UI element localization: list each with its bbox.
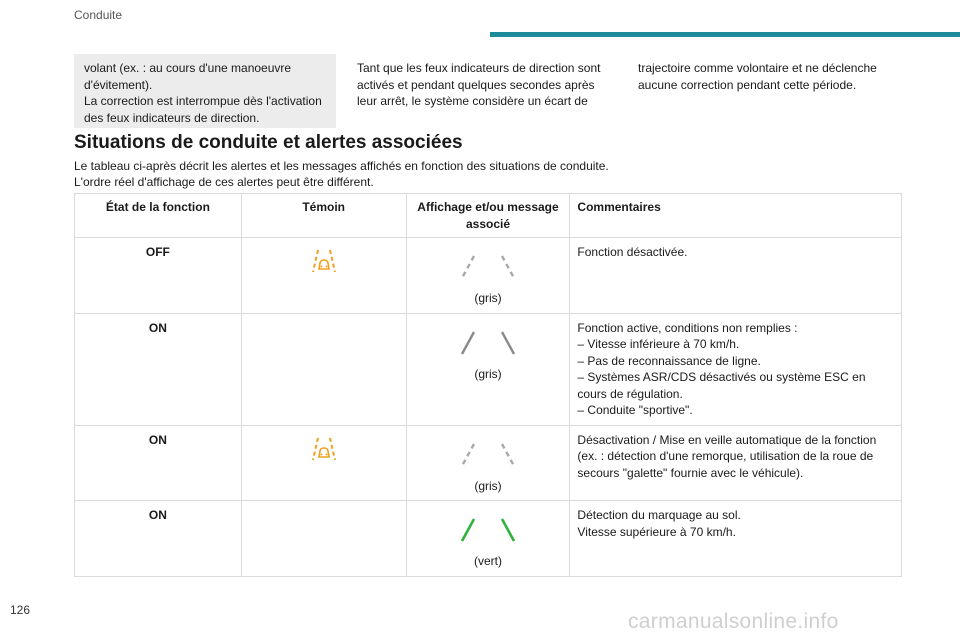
comment-line: Désactivation / Mise en veille automatique de la fonction [577, 432, 877, 447]
section-intro [74, 158, 904, 190]
cell-indicator [241, 238, 406, 314]
body-column-2 [357, 60, 617, 110]
comment-line: – Pas de reconnaissance de ligne. [577, 353, 761, 368]
comment-line: (ex. : détection d'une remorque, utilisation de la roue de [577, 449, 874, 463]
comment-line: Fonction désactivée. [577, 245, 688, 259]
box-line: volant (ex. : au cours d'une manoeuvre [84, 61, 292, 75]
cell-comments [570, 425, 902, 501]
cell-indicator [241, 425, 406, 501]
cell-comments [570, 238, 902, 314]
body-line: trajectoire comme volontaire et ne déclenche [638, 61, 877, 75]
header-display-line: Affichage et/ou message [417, 200, 559, 214]
table-row [75, 425, 902, 501]
lane-keep-warning-icon [312, 436, 336, 467]
display-caption: (gris) [474, 366, 502, 381]
box-line: des feux indicateurs de direction. [84, 110, 260, 125]
cell-state: OFF [75, 238, 242, 314]
comment-line: Fonction active, conditions non remplies : [577, 320, 798, 335]
watermark: carmanualsonline.info [628, 610, 839, 633]
header-state: État de la fonction [75, 194, 242, 238]
lane-markings-dashed-gray-icon [456, 442, 520, 468]
comment-line: – Vitesse inférieure à 70 km/h. [577, 337, 740, 351]
intro-line: Le tableau ci-après décrit les alertes et les messages affichés en fonction des situations de conduite. [74, 159, 609, 173]
lane-markings-dashed-gray-icon [456, 254, 520, 280]
lane-keep-warning-icon [312, 248, 336, 279]
comment-line: – Conduite "sportive". [577, 403, 693, 417]
cell-comments [570, 501, 902, 577]
header-indicator: Témoin [241, 194, 406, 238]
comment-line: secours "galette" fournie avec le véhicule). [577, 465, 804, 480]
box-line: La correction est interrompue dès l'activation [84, 94, 322, 108]
page-number: 126 [10, 603, 31, 617]
body-column-3 [638, 60, 900, 93]
display-caption: (gris) [474, 291, 502, 305]
lane-markings-solid-green-icon [456, 517, 520, 543]
comment-line: Vitesse supérieure à 70 km/h. [577, 524, 736, 539]
lane-markings-solid-gray-icon [456, 330, 520, 356]
body-line: activés et pendant quelques secondes après [357, 77, 595, 92]
running-header: Conduite [74, 8, 123, 22]
table-row [75, 238, 902, 314]
display-caption: (gris) [474, 478, 502, 493]
display-caption: (vert) [473, 554, 502, 568]
cell-state: ON [75, 313, 242, 425]
table-row [75, 313, 902, 425]
cell-display [406, 313, 570, 425]
box-line: d'évitement). [84, 77, 153, 92]
cell-state: ON [75, 501, 242, 577]
section-title: Situations de conduite et alertes associées [74, 132, 463, 153]
comment-line: cours de régulation. [577, 386, 683, 401]
cell-indicator [241, 501, 406, 577]
body-line: Tant que les feux indicateurs de direction sont [357, 61, 601, 75]
body-line: leur arrêt, le système considère un écart de [357, 94, 588, 108]
header-display-line: associé [465, 216, 511, 231]
table-header-row [75, 194, 902, 238]
cell-display [406, 238, 570, 314]
body-line: aucune correction pendant cette période. [638, 77, 857, 92]
header-accent-bar [490, 32, 960, 37]
cell-display [406, 425, 570, 501]
comment-line: – Systèmes ASR/CDS désactivés ou système ESC en [577, 370, 866, 384]
header-comments: Commentaires [570, 194, 902, 238]
alerts-table [74, 193, 902, 577]
cell-comments [570, 313, 902, 425]
header-display [406, 194, 570, 238]
intro-line: L'ordre réel d'affichage de ces alertes peut être différent. [74, 175, 374, 189]
previous-text-box [74, 54, 336, 128]
table-row [75, 501, 902, 577]
cell-state: ON [75, 425, 242, 501]
cell-display [406, 501, 570, 577]
cell-indicator [241, 313, 406, 425]
comment-line: Détection du marquage au sol. [577, 508, 741, 522]
